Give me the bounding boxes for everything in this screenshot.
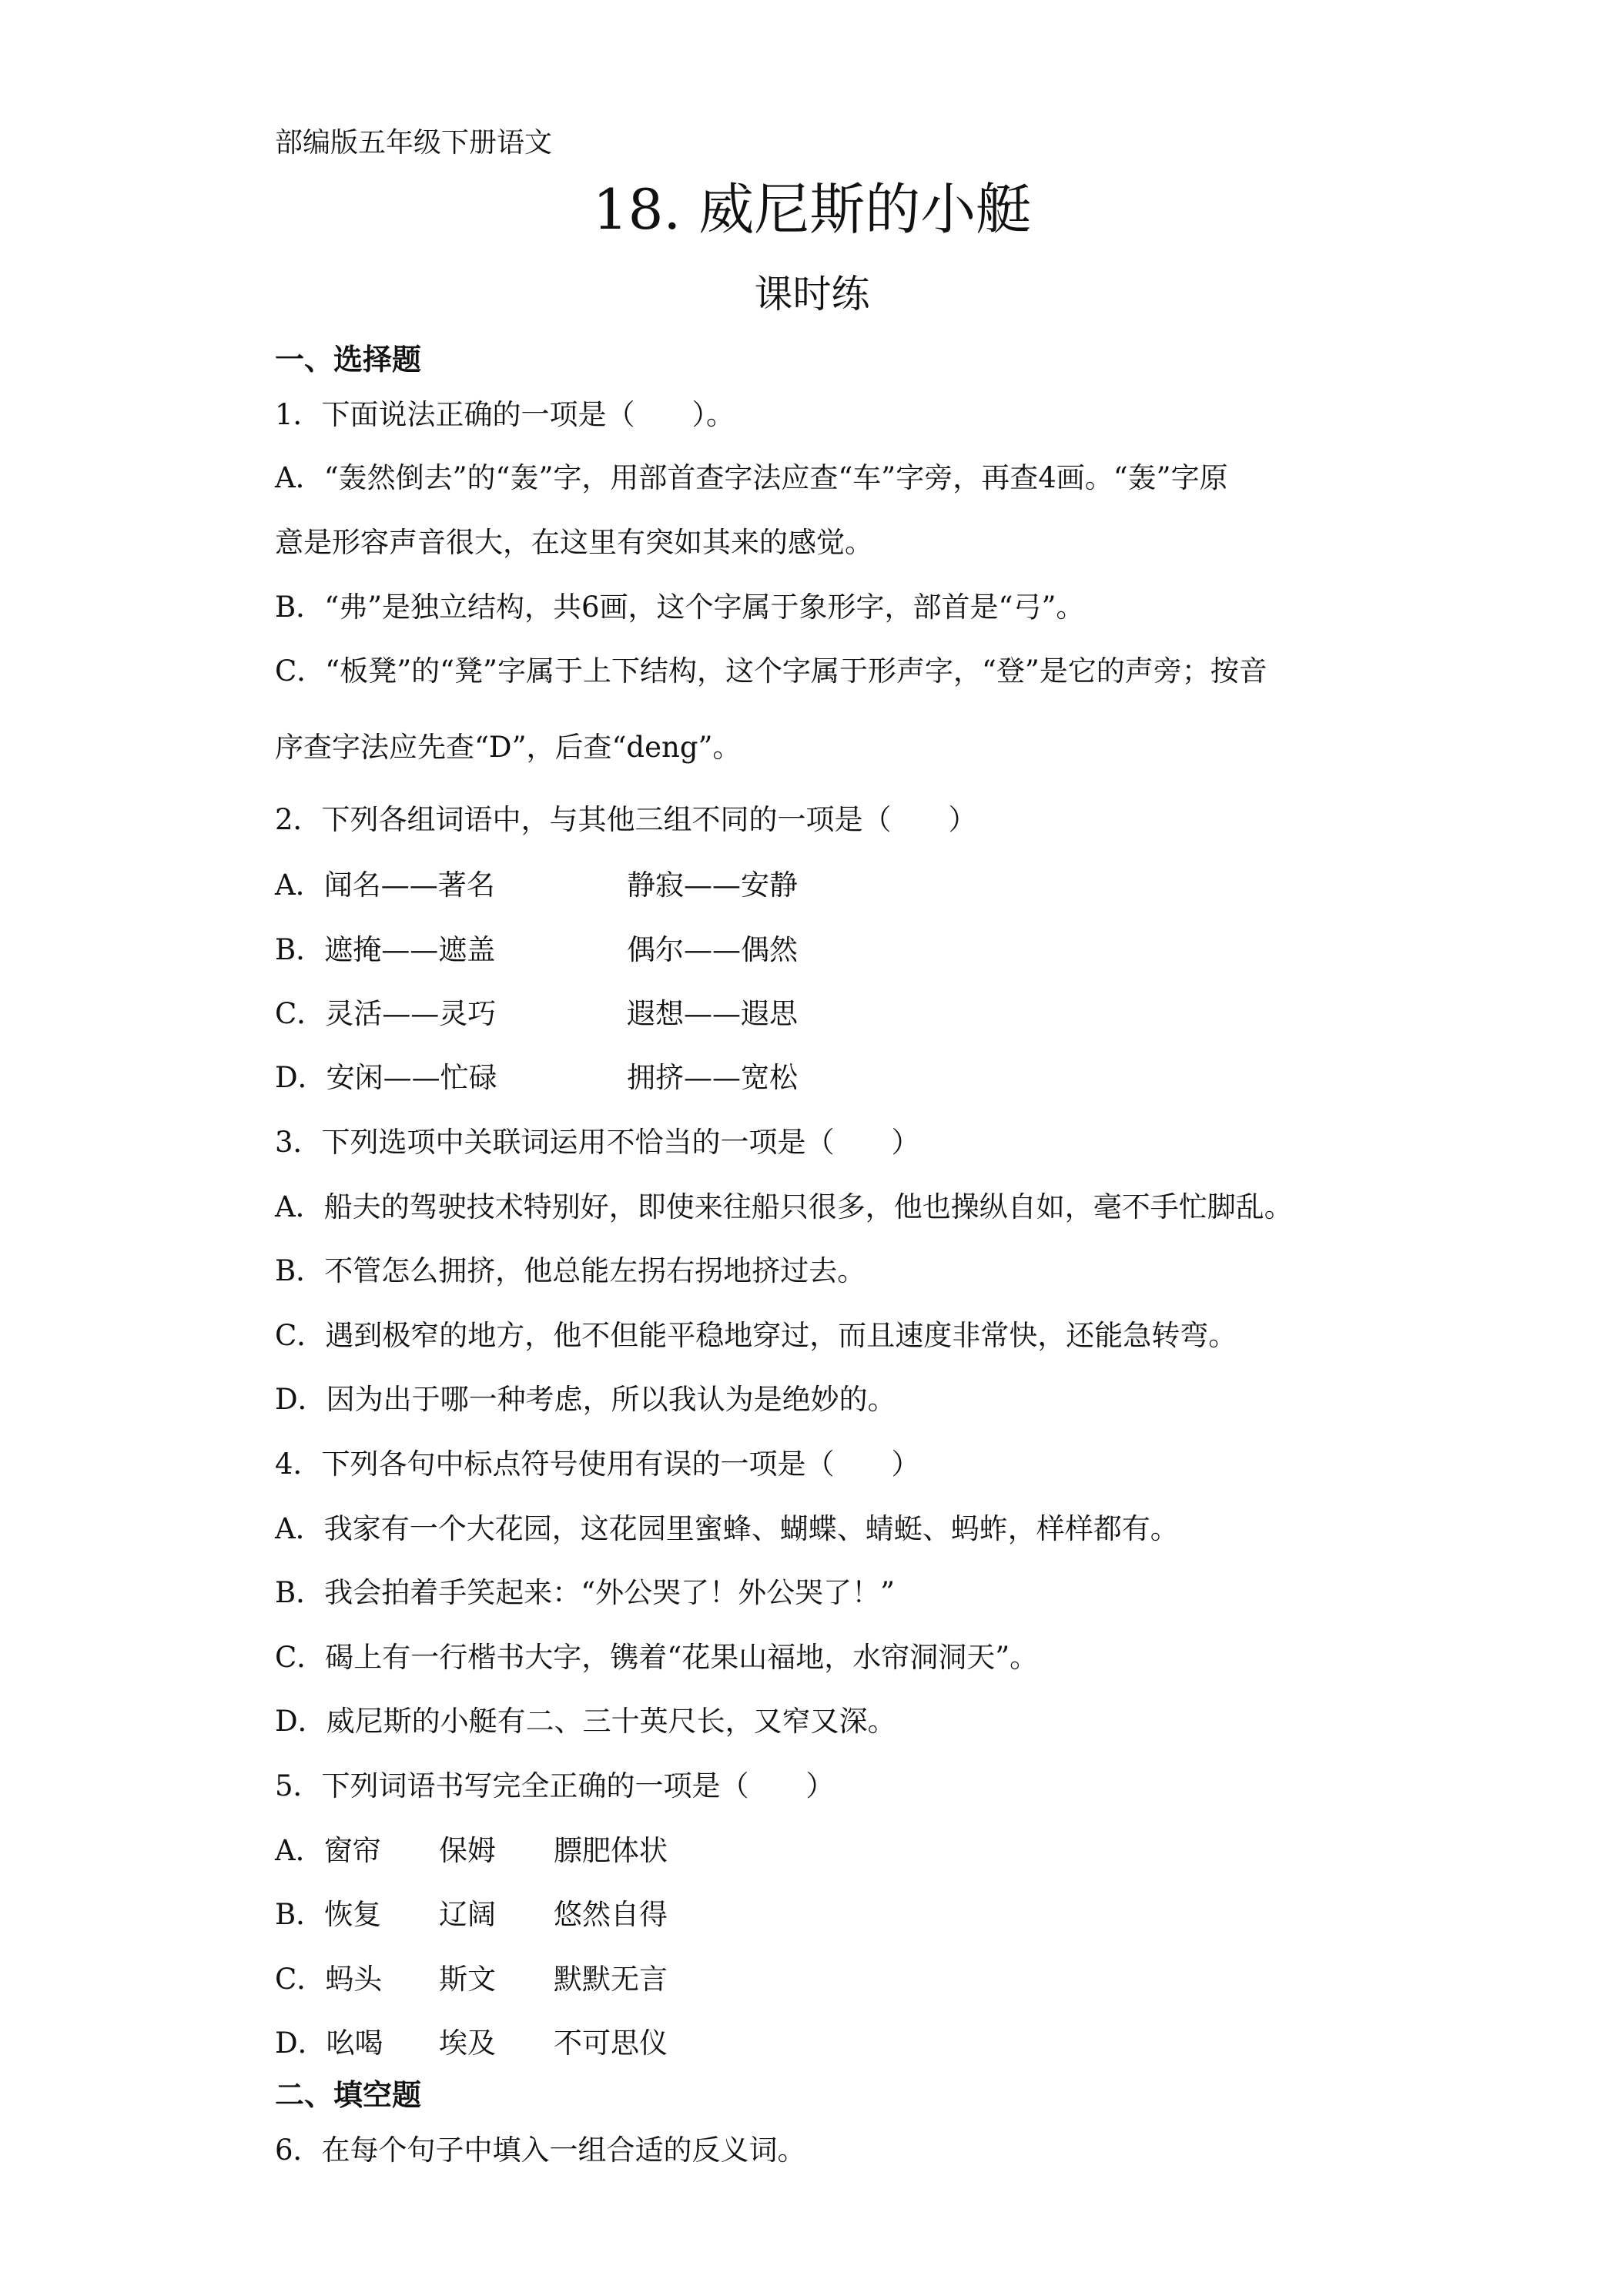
- question-4-option-d: D．威尼斯的小艇有二、三十英尺长，又窄又深。: [275, 1705, 896, 1738]
- question-2-option-a: [275, 869, 798, 902]
- question-5-option-a: [275, 1834, 668, 1867]
- page-title: 18. 威尼斯的小艇: [592, 177, 1032, 242]
- question-5-option-d: [275, 2027, 668, 2060]
- option-label: C．蚂头: [275, 1963, 383, 1996]
- question-2-option-b: [275, 933, 798, 966]
- document-header: 部编版五年级下册语文: [275, 127, 553, 159]
- question-2-option-d: [275, 1061, 798, 1094]
- question-4-option-a: A．我家有一个大花园，这花园里蜜蜂、蝴蝶、蜻蜓、蚂蚱，样样都有。: [275, 1512, 1179, 1545]
- question-1-option-a-line2: 意是形容声音很大，在这里有突如其来的感觉。: [275, 526, 873, 559]
- question-1-option-c-line1: C．“板凳”的“凳”字属于上下结构，这个字属于形声字，“登”是它的声旁；按音: [275, 654, 1267, 688]
- question-2-stem: 2．下列各组词语中，与其他三组不同的一项是（ ）: [275, 803, 977, 836]
- option-label: A．窗帘: [275, 1834, 381, 1867]
- option-pair: 遐想——遐思: [627, 997, 798, 1030]
- option-label: B．恢复: [275, 1898, 382, 1931]
- option-label: D．安闲——忙碌: [275, 1061, 497, 1094]
- question-5-stem: 5．下列词语书写完全正确的一项是（ ）: [275, 1769, 835, 1802]
- question-1-stem: 1．下面说法正确的一项是（ ）。: [275, 398, 735, 431]
- section-heading-choice: 一、选择题: [275, 342, 422, 377]
- question-3-option-c: C．遇到极窄的地方，他不但能平稳地穿过，而且速度非常快，还能急转弯。: [275, 1319, 1237, 1352]
- option-word-2: 保姆: [439, 1834, 496, 1867]
- section-heading-fill: 二、填空题: [275, 2077, 422, 2112]
- question-3-option-b: B．不管怎么拥挤，他总能左拐右拐地挤过去。: [275, 1254, 866, 1287]
- option-pair: 拥挤——宽松: [627, 1061, 798, 1094]
- option-word-2: 埃及: [439, 2027, 496, 2060]
- option-pair: 偶尔——偶然: [627, 933, 798, 966]
- option-pair: 静寂——安静: [627, 869, 798, 902]
- question-2-option-c: [275, 997, 798, 1030]
- question-5-option-c: [275, 1963, 668, 1996]
- question-3-stem: 3．下列选项中关联词运用不恰当的一项是（ ）: [275, 1126, 920, 1159]
- option-word-3: 默默无言: [554, 1963, 668, 1996]
- question-4-option-b: B．我会拍着手笑起来：“外公哭了！外公哭了！”: [275, 1576, 896, 1609]
- question-5-option-b: [275, 1898, 668, 1931]
- page-subtitle: 课时练: [754, 272, 870, 316]
- option-label: D．吆喝: [275, 2027, 383, 2060]
- question-6-stem: 6．在每个句子中填入一组合适的反义词。: [275, 2134, 806, 2167]
- question-3-option-d: D．因为出于哪一种考虑，所以我认为是绝妙的。: [275, 1383, 896, 1416]
- option-label: A．闻名——著名: [275, 869, 495, 902]
- option-word-2: 辽阔: [439, 1898, 496, 1931]
- option-word-3: 悠然自得: [554, 1898, 668, 1931]
- option-label: B．遮掩——遮盖: [275, 933, 496, 966]
- question-3-option-a: A．船夫的驾驶技术特别好，即使来往船只很多，他也操纵自如，毫不手忙脚乱。: [275, 1190, 1293, 1223]
- question-1-option-a-line1: A．“轰然倒去”的“轰”字，用部首查字法应查“车”字旁，再查4画。“轰”字原: [275, 461, 1228, 494]
- question-1-option-b: B．“弗”是独立结构，共6画，这个字属于象形字，部首是“弓”。: [275, 591, 1085, 624]
- question-1-option-c-line2: 序查字法应先查“D”，后查“deng”。: [275, 731, 742, 764]
- option-word-2: 斯文: [439, 1963, 496, 1996]
- option-label: C．灵活——灵巧: [275, 997, 497, 1030]
- option-word-3: 膘肥体状: [554, 1834, 668, 1867]
- question-4-stem: 4．下列各句中标点符号使用有误的一项是（ ）: [275, 1448, 920, 1481]
- option-word-3: 不可思仪: [554, 2027, 668, 2060]
- question-4-option-c: C．碣上有一行楷书大字，镌着“花果山福地，水帘洞洞天”。: [275, 1641, 1039, 1674]
